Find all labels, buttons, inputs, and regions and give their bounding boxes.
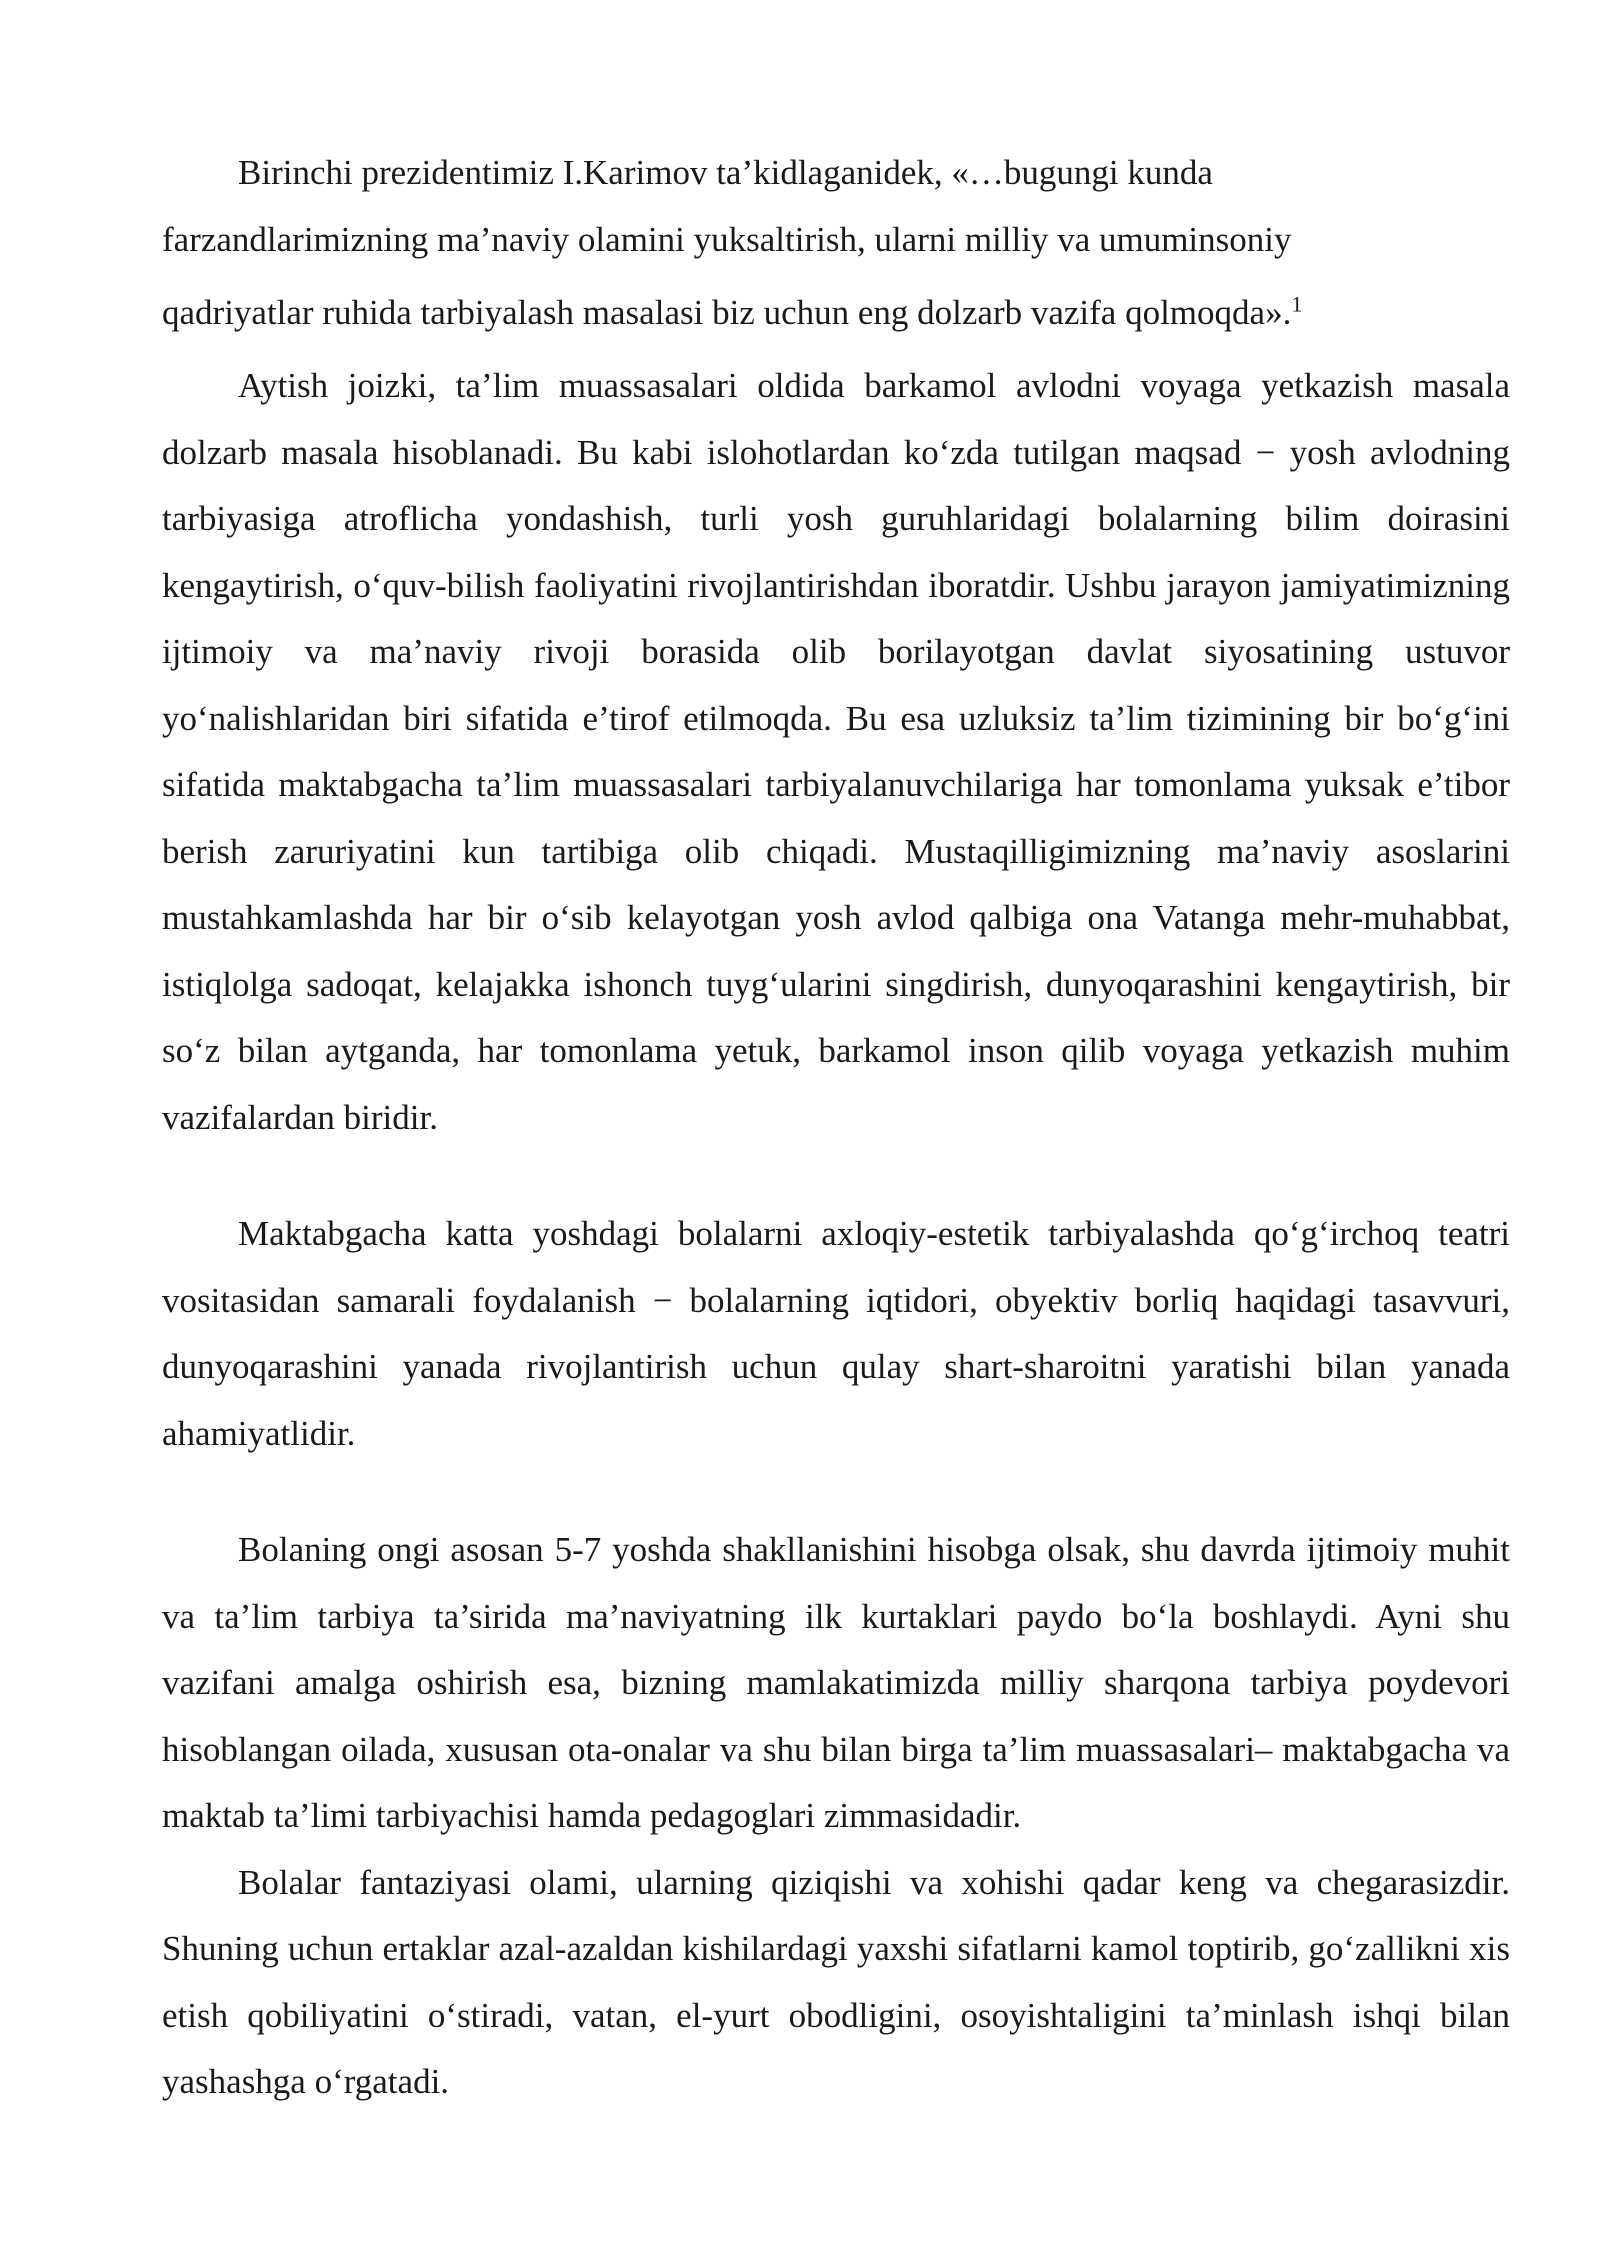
quote-line-1: Birinchi prezidentimiz I.Karimov ta’kidlaganidek, «…bugungi kunda [238, 153, 1213, 192]
paragraph-1: Aytish joizki, ta’lim muassasalari oldida barkamol avlodni voyaga yetkazish masala dolzarb masala hisoblanadi. Bu kabi islohotlardan ko‘zda tutilgan maqsad − yosh avlodning tarbiyasiga atroflicha yondashish, turli yosh guruhlaridagi bolalarning bilim doirasini kengaytirish, o‘quv-bilish faoliyatini rivojlantirishdan iboratdir. Ushbu jarayon jamiyatimizning ijtimoiy va ma’naviy rivoji borasida olib borilayotgan davlat siyosatining ustuvor yo‘nalishlaridan biri sifatida e’tirof etilmoqda. Bu esa uzluksiz ta’lim tizimining bir bo‘g‘ini sifatida maktabgacha ta’lim muassasalari tarbiyalanuvchilariga har tomonlama yuksak e’tibor berish zaruriyatini kun tartibiga olib chiqadi. Mustaqilligimizning ma’naviy asoslarini mustahkamlashda har bir o‘sib kelayotgan yosh avlod qalbiga ona Vatanga mehr-muhabbat, istiqlolga sadoqat, kelajakka ishonch tuyg‘ularini singdirish, dunyoqarashini kengaytirish, bir so‘z bilan aytganda, har tomonlama yetuk, barkamol inson qilib voyaga yetkazish muhim vazifalardan biridir. [162, 366, 1510, 1137]
paragraph-2: Maktabgacha katta yoshdagi bolalarni axloqiy-estetik tarbiyalashda qo‘g‘irchoq teatri vositasidan samarali foydalanish − bolalarning iqtidori, obyektiv borliq haqidagi tasavvuri, dunyoqarashini yanada rivojlantirish uchun qulay shart-sharoitni yaratishi bilan yanada ahamiyatlidir. [162, 1214, 1510, 1453]
paragraph-4: Bolalar fantaziyasi olami, ularning qiziqishi va xohishi qadar keng va chegarasizdir. Shuning uchun ertaklar azal-azaldan kishilardagi yaxshi sifatlarni kamol toptirib, go‘zallikni xis etish qobiliyatini o‘stiradi, vatan, el-yurt obodligini, osoyishtaligini ta’minlash ishqi bilan yashashga o‘rgatadi. [162, 1862, 1510, 2101]
quote-line-2: farzandlarimizning ma’naviy olamini yuksaltirish, ularni milliy va umuminsoniy [162, 219, 1292, 259]
footnote-mark[interactable]: 1 [1291, 291, 1303, 317]
quote-line-3-text: qadriyatlar ruhida tarbiyalash masalasi biz uchun eng dolzarb vazifa qolmoqda». [162, 293, 1292, 332]
document-body [162, 140, 1510, 2116]
quote-line-3 [162, 273, 1510, 353]
quote-paragraph [162, 140, 1510, 353]
paragraph-3: Bolaning ongi asosan 5-7 yoshda shakllanishini hisobga olsak, shu davrda ijtimoiy muhit va ta’lim tarbiya ta’sirida ma’naviyatning ilk kurtaklari paydo bo‘la boshlaydi. Ayni shu vazifani amalga oshirish esa, bizning mamlakatimizda milliy sharqona tarbiya poydevori hisoblangan oilada, xususan ota-onalar va shu bilan birga ta’lim muassasalari– maktabgacha va maktab ta’limi tarbiyachisi hamda pedagoglari zimmasidadir. [162, 1530, 1510, 1835]
